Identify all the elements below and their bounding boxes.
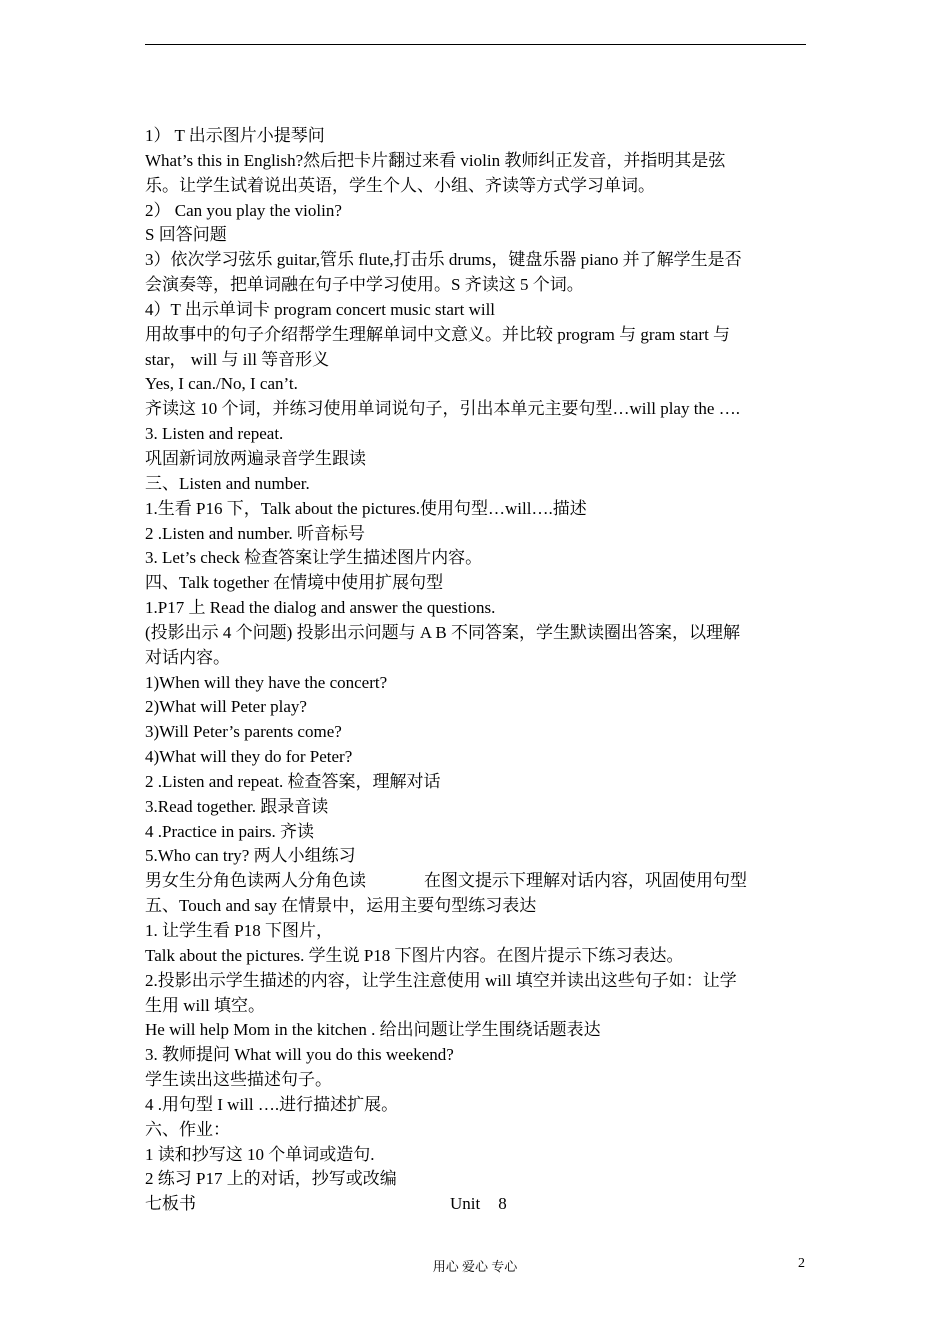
split-text-line — [145, 869, 810, 894]
text-line: 齐读这 10 个词，并练习使用单词说句子，引出本单元主要句型…will play the …. — [145, 399, 740, 419]
text-line: 六、作业： — [145, 1119, 230, 1139]
text-line: 1 读和抄写这 10 个单词或造句. — [145, 1144, 375, 1164]
board-label: 七板书 — [145, 1194, 196, 1214]
text-line: 2 .Listen and repeat. 检查答案，理解对话 — [145, 771, 441, 791]
text-line: 乐。让学生试着说出英语，学生个人、小组、齐读等方式学习单词。 — [145, 175, 655, 195]
page-number: 2 — [798, 1256, 805, 1271]
text-line: 3）依次学习弦乐 guitar,管乐 flute,打击乐 drums，键盘乐器 piano 并了解学生是否 — [145, 250, 742, 270]
split-line-left: 男女生分角色读两人分角色读 — [145, 871, 366, 891]
text-line: star， will 与 ill 等音形义 — [145, 349, 330, 369]
body-text — [145, 124, 810, 1217]
text-line: 四、Talk together 在情境中使用扩展句型 — [145, 573, 444, 593]
text-line: 巩固新词放两遍录音学生跟读 — [145, 448, 366, 468]
text-line: 1)When will they have the concert? — [145, 672, 388, 692]
text-line: 4)What will they do for Peter? — [145, 747, 353, 767]
text-line: 3)Will Peter’s parents come? — [145, 722, 342, 742]
text-line: 2） Can you play the violin? — [145, 200, 342, 220]
text-line: 1. 让学生看 P18 下图片， — [145, 921, 333, 940]
text-line: 会演奏等，把单词融在句子中学习使用。S 齐读这 5 个词。 — [145, 275, 584, 295]
unit-label: Unit — [450, 1194, 481, 1214]
text-line: Yes, I can./No, I can’t. — [145, 374, 298, 394]
text-line: 3.Read together. 跟录音读 — [145, 796, 329, 816]
text-line: 3. Listen and repeat. — [145, 424, 284, 444]
text-line: He will help Mom in the kitchen . 给出问题让学生围绕话题表达 — [145, 1020, 601, 1040]
text-line: 1.P17 上 Read the dialog and answer the questions. — [145, 598, 496, 618]
header-rule — [145, 44, 806, 45]
text-line: 5.Who can try? 两人小组练习 — [145, 846, 356, 866]
text-line: 4 .用句型 I will ….进行描述扩展。 — [145, 1094, 399, 1114]
text-line: 2 .Listen and number. 听音标号 — [145, 523, 366, 543]
board-line — [145, 1192, 810, 1217]
text-line: 三、Listen and number. — [145, 473, 310, 493]
text-line: 1.生看 P16 下，Talk about the pictures.使用句型…will….描述 — [145, 498, 587, 518]
text-line: 2 练习 P17 上的对话，抄写或改编 — [145, 1169, 397, 1189]
text-line: 3. 教师提问 What will you do this weekend? — [145, 1045, 454, 1065]
text-line: 对话内容。 — [145, 647, 230, 667]
split-line-right: 在图文提示下理解对话内容，巩固使用句型 — [424, 871, 747, 891]
text-line: 用故事中的句子介绍帮学生理解单词中文意义。并比较 program 与 gram start 与 — [145, 324, 731, 344]
text-line: 3. Let’s check 检查答案让学生描述图片内容。 — [145, 548, 483, 568]
footer-text: 用心 爱心 专心 — [432, 1259, 518, 1274]
text-line: 2.投影出示学生描述的内容，让学生注意使用 will 填空并读出这些句子如：让学 — [145, 970, 737, 990]
text-line: (投影出示 4 个问题) 投影出示问题与 A B 不同答案，学生默读圈出答案，以理解 — [145, 622, 740, 642]
unit-number: 8 — [498, 1194, 507, 1214]
text-line: 4 .Practice in pairs. 齐读 — [145, 821, 315, 841]
text-line: S 回答问题 — [145, 225, 227, 245]
text-line: 学生读出这些描述句子。 — [145, 1070, 332, 1090]
text-line: Talk about the pictures. 学生说 P18 下图片内容。在图片提示下练习表达。 — [145, 945, 684, 965]
text-line: What’s this in English?然后把卡片翻过来看 violin 教师纠正发音，并指明其是弦 — [145, 150, 726, 170]
text-line: 生用 will 填空。 — [145, 995, 265, 1015]
text-line: 2)What will Peter play? — [145, 697, 307, 717]
text-line: 五、Touch and say 在情景中，运用主要句型练习表达 — [145, 896, 537, 916]
text-line: 1） T 出示图片小提琴问 — [145, 126, 325, 145]
text-line: 4）T 出示单词卡 program concert music start will — [145, 299, 496, 319]
